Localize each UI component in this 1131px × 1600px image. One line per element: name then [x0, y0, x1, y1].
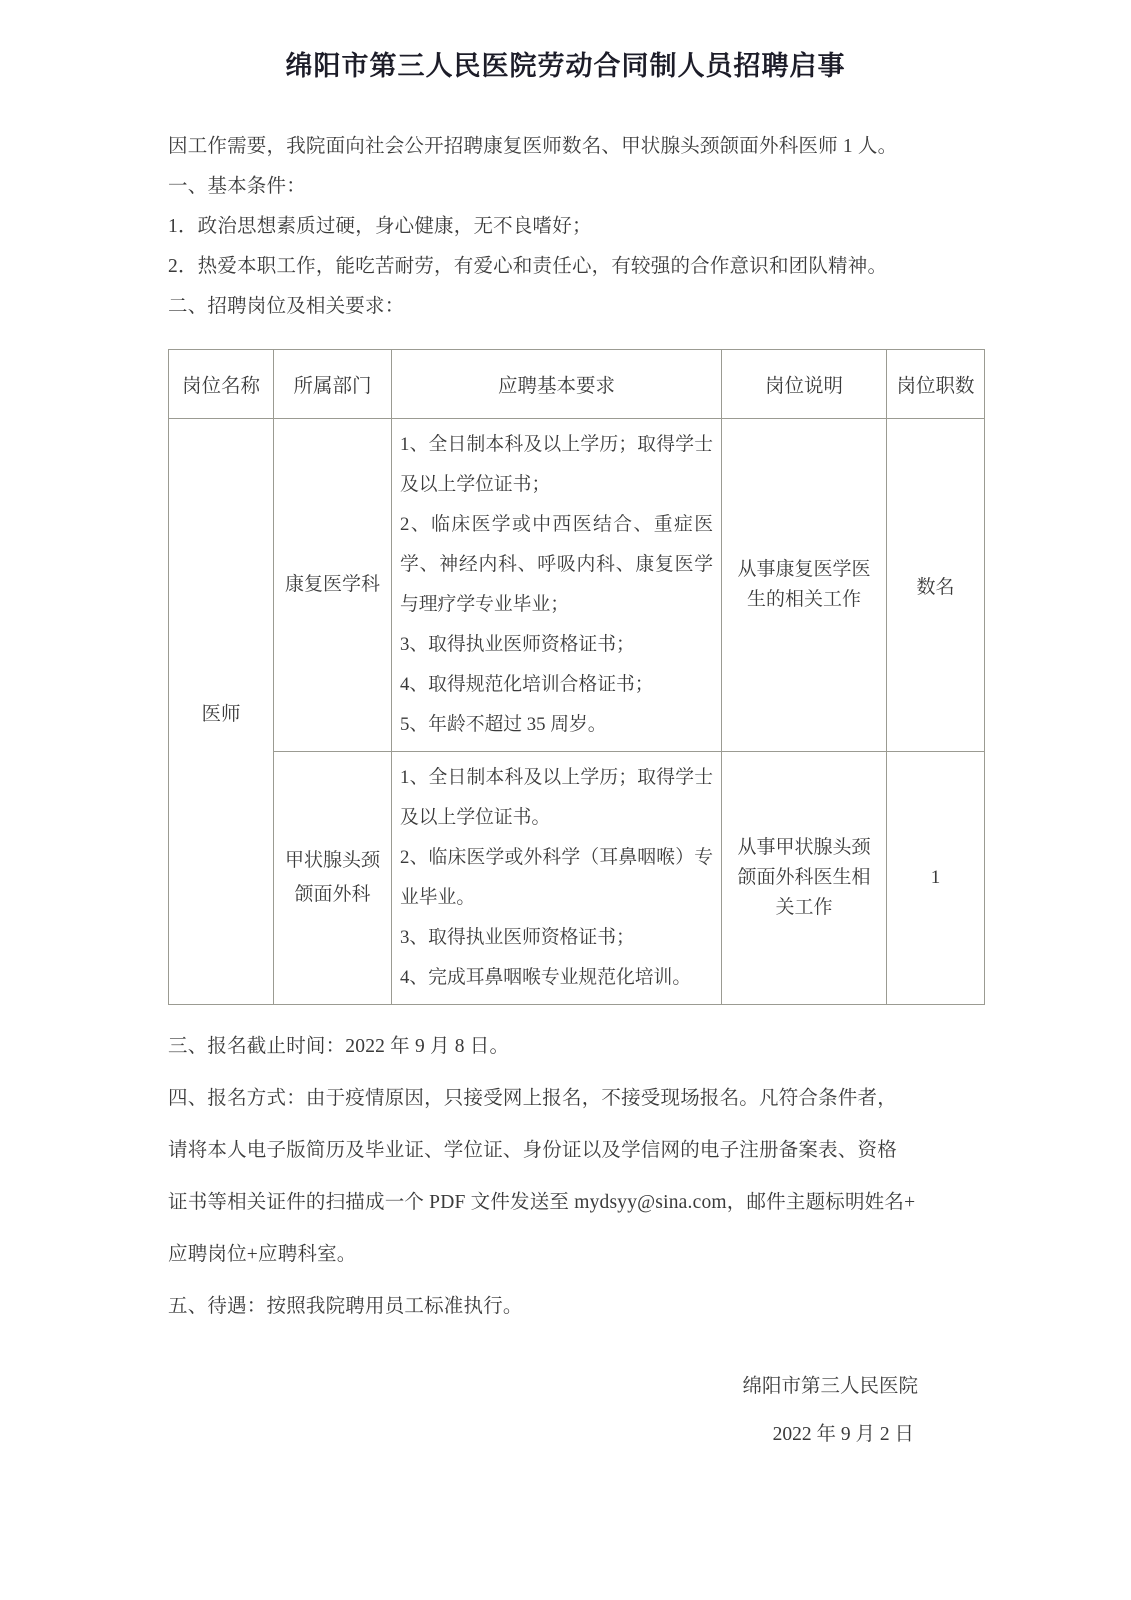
jobs-table — [168, 349, 985, 1005]
requirement-item: 4、完成耳鼻咽喉专业规范化培训。 — [400, 967, 692, 988]
cell-department-row2: 甲状腺头颈颌面外科 — [274, 752, 392, 1005]
cell-position-name-merged: 医师 — [169, 419, 274, 1005]
requirement-item: 5、年龄不超过 35 周岁。 — [400, 714, 607, 735]
signature-block — [168, 1363, 984, 1459]
section-one-heading: 一、基本条件： — [168, 176, 306, 197]
jobs-table-wrapper — [168, 349, 984, 1005]
condition-item-2: 2．热爱本职工作，能吃苦耐劳，有爱心和责任心，有较强的合作意识和团队精神。 — [168, 256, 888, 277]
cell-position-desc-row1: 从事康复医学医生的相关工作 — [722, 419, 887, 752]
column-header-requirements: 应聘基本要求 — [392, 350, 722, 419]
cell-headcount-row1: 数名 — [887, 419, 985, 752]
section-two-heading: 二、招聘岗位及相关要求： — [168, 296, 405, 317]
condition-item-1: 1．政治思想素质过硬，身心健康，无不良嗜好； — [168, 216, 592, 237]
document-body — [0, 83, 1131, 1459]
requirement-item: 2、临床医学或外科学（耳鼻咽喉）专业毕业。 — [400, 847, 713, 908]
cell-department-row1: 康复医学科 — [274, 419, 392, 752]
cell-requirements-row1 — [392, 419, 722, 752]
requirement-item: 1、全日制本科及以上学历；取得学士及以上学位证书。 — [400, 767, 713, 828]
section-four-line-4: 应聘岗位+应聘科室。 — [168, 1244, 357, 1265]
table-row — [169, 752, 985, 1005]
section-four-line-1: 四、报名方式：由于疫情原因，只接受网上报名，不接受现场报名。凡符合条件者， — [168, 1088, 897, 1109]
column-header-position-desc: 岗位说明 — [722, 350, 887, 419]
requirement-item: 3、取得执业医师资格证书； — [400, 634, 635, 655]
requirement-item: 4、取得规范化培训合格证书； — [400, 674, 654, 695]
cell-requirements-row2 — [392, 752, 722, 1005]
cell-headcount-row2: 1 — [887, 752, 985, 1005]
requirement-item: 2、临床医学或中西医结合、重症医学、神经内科、呼吸内科、康复医学与理疗学专业毕业； — [400, 514, 713, 615]
column-header-department: 所属部门 — [274, 350, 392, 419]
column-header-headcount: 岗位职数 — [887, 350, 985, 419]
section-four-line-2: 请将本人电子版简历及毕业证、学位证、身份证以及学信网的电子注册备案表、资格 — [168, 1140, 897, 1161]
intro-paragraph: 因工作需要，我院面向社会公开招聘康复医师数名、甲状腺头颈颌面外科医师 1 人。 — [168, 136, 898, 157]
requirement-item: 1、全日制本科及以上学历；取得学士及以上学位证书； — [400, 434, 713, 495]
cell-position-desc-row2: 从事甲状腺头颈颌面外科医生相关工作 — [722, 752, 887, 1005]
column-header-position-name: 岗位名称 — [169, 350, 274, 419]
section-five-treatment: 五、待遇：按照我院聘用员工标准执行。 — [168, 1296, 523, 1317]
section-four-line-3: 证书等相关证件的扫描成一个 PDF 文件发送至 mydsyy@sina.com，邮件主题标明姓名+ — [168, 1192, 916, 1213]
signature-date: 2022 年 9 月 2 日 — [772, 1424, 914, 1445]
table-header-row — [169, 350, 985, 419]
table-row — [169, 419, 985, 752]
page-title: 绵阳市第三人民医院劳动合同制人员招聘启事 — [285, 51, 846, 81]
requirement-item: 3、取得执业医师资格证书； — [400, 927, 635, 948]
signature-organization: 绵阳市第三人民医院 — [742, 1376, 918, 1397]
section-three-deadline: 三、报名截止时间：2022 年 9 月 8 日。 — [168, 1036, 510, 1057]
